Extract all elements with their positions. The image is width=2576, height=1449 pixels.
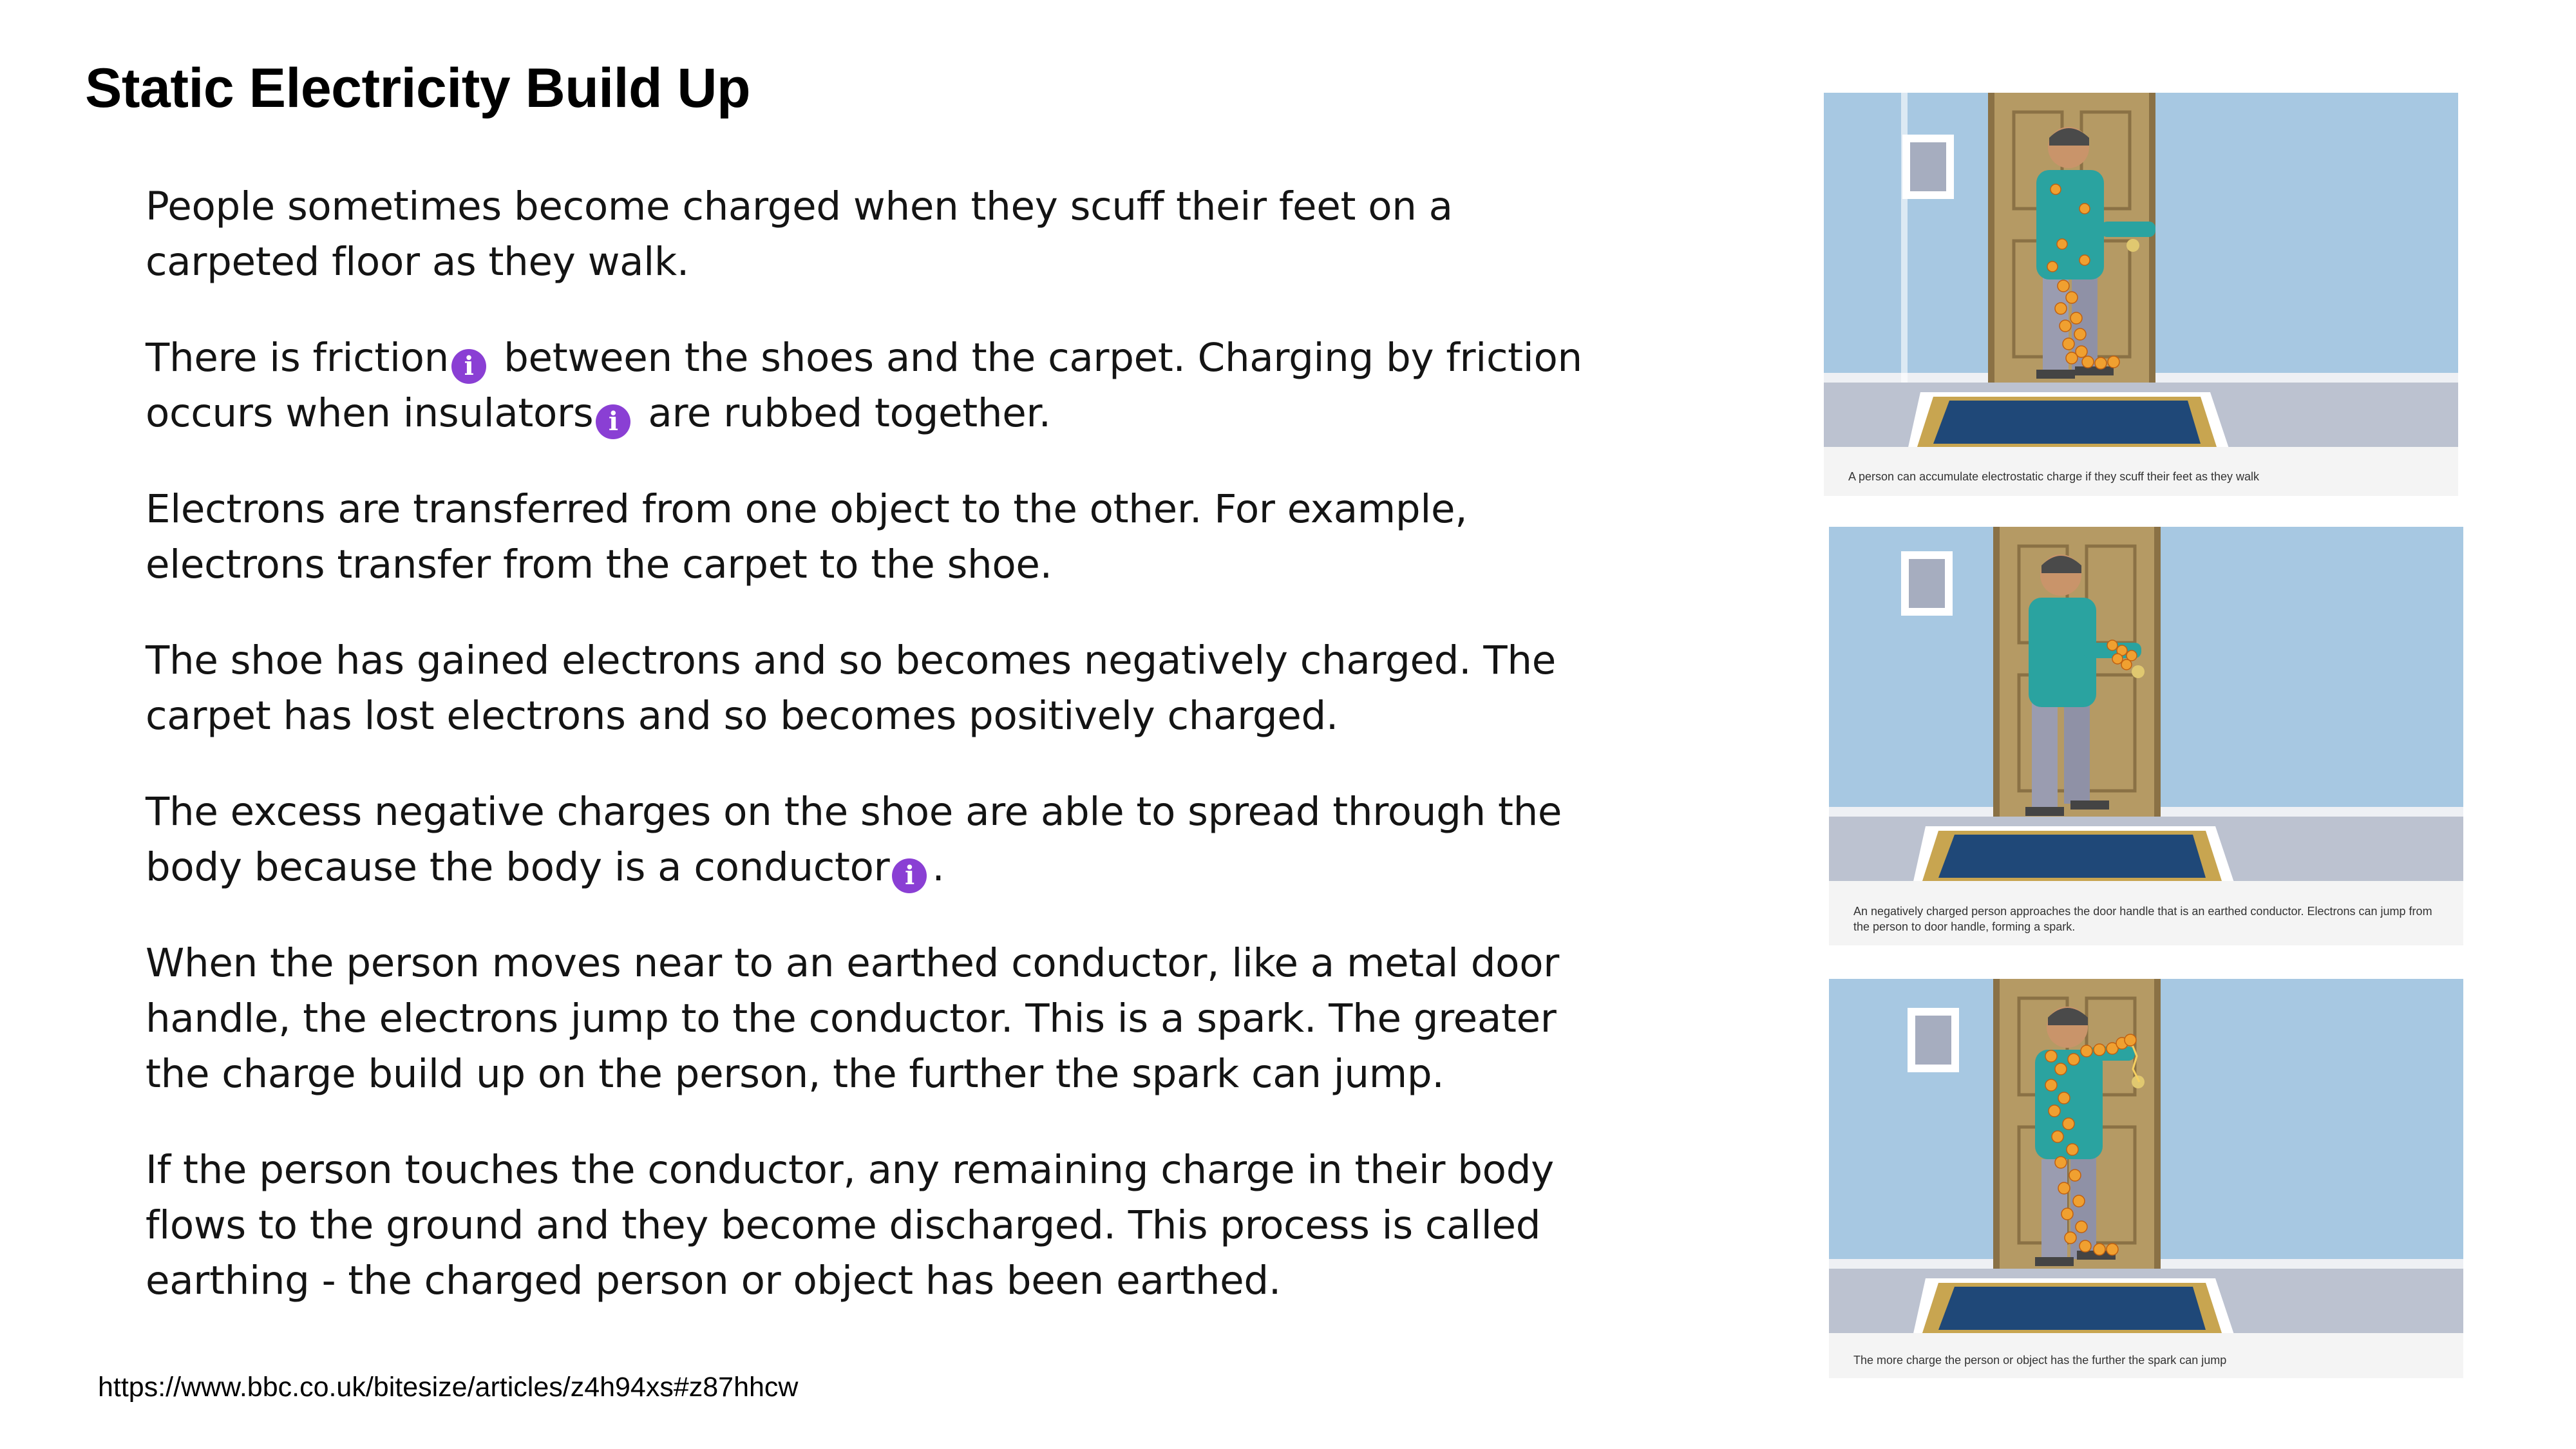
- caption-walking: A person can accumulate electrostatic charge if they scuff their feet as they walk: [1848, 470, 2259, 483]
- paragraph-2-text-a: There is: [146, 335, 313, 381]
- illustration-walking-charge: [1824, 93, 2458, 496]
- info-icon[interactable]: i: [892, 858, 927, 893]
- paragraph-2-text-b: between the shoes and the carpet. Charging by friction occurs when: [146, 335, 1582, 436]
- illustration-spark-jump: [1829, 979, 2463, 1378]
- illustration-panel-spark: [1829, 979, 2463, 1378]
- paragraph-5-text-b: .: [932, 844, 945, 890]
- article-body: [146, 179, 1601, 1349]
- paragraph-3: Electrons are transferred from one object to the other. For example, electrons transfer from the carpet to the shoe.: [146, 486, 1468, 587]
- term-insulators[interactable]: insulators: [402, 390, 594, 436]
- paragraph-6: When the person moves near to an earthed conductor, like a metal door handle, the electrons jump to the conductor. This is a spark. The greater the charge build up on the person, the further the spark can jump.: [146, 940, 1559, 1097]
- paragraph-1: People sometimes become charged when they scuff their feet on a carpeted floor as they walk.: [146, 184, 1453, 285]
- paragraph-5-text-a: The excess negative charges on the shoe are able to spread through the body because the body is a: [146, 789, 1562, 890]
- caption-approach: An negatively charged person approaches the door handle that is an earthed conductor. Electrons can jump from the person to door handle, forming a spark.: [1853, 905, 2432, 933]
- illustration-panel-walking: [1824, 93, 2458, 496]
- info-icon[interactable]: i: [596, 404, 630, 439]
- paragraph-7: If the person touches the conductor, any remaining charge in their body flows to the ground and they become discharged. This process is called earthing - the charged person or object has been earthed.: [146, 1147, 1554, 1303]
- illustration-approach-handle: [1829, 527, 2463, 945]
- paragraph-5: [146, 784, 1601, 895]
- paragraph-2-text-c: are rubbed together.: [636, 390, 1051, 436]
- caption-spark: The more charge the person or object has the further the spark can jump: [1853, 1354, 2227, 1367]
- term-conductor[interactable]: conductor: [694, 844, 890, 890]
- illustration-panel-approach: [1829, 527, 2463, 945]
- term-friction[interactable]: friction: [312, 335, 450, 381]
- source-url[interactable]: https://www.bbc.co.uk/bitesize/articles/z4h94xs#z87hhcw: [98, 1372, 799, 1403]
- paragraph-4: The shoe has gained electrons and so becomes negatively charged. The carpet has lost electrons and so becomes positively charged.: [146, 638, 1556, 739]
- info-icon[interactable]: i: [451, 349, 486, 384]
- paragraph-2: [146, 330, 1601, 441]
- page-title: Static Electricity Build Up: [85, 57, 751, 119]
